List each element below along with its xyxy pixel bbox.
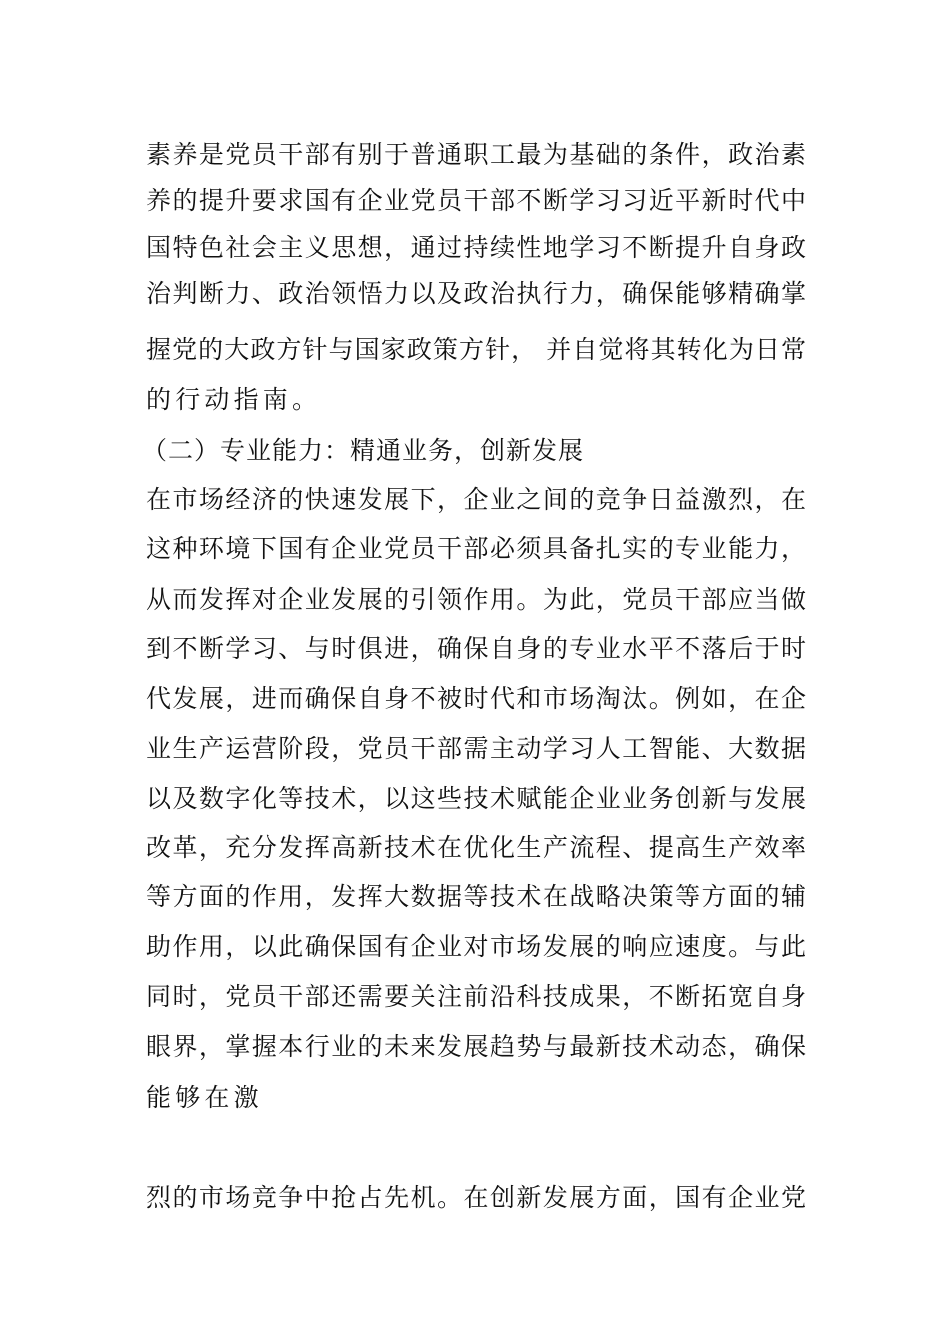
paragraph-line: 在市场经济的快速发展下，企业之间的竞争日益激烈，在: [146, 485, 806, 514]
paragraph-line: 助作用，以此确保国有企业对市场发展的响应速度。与此: [146, 932, 806, 961]
paragraph-line: 的行动指南。: [146, 385, 322, 414]
paragraph-line: 改革，充分发挥高新技术在优化生产流程、提高生产效率: [146, 833, 806, 862]
paragraph-line: 国特色社会主义思想，通过持续性地学习不断提升自身政: [146, 233, 806, 262]
paragraph-line: 代发展，进而确保自身不被时代和市场淘汰。例如，在企: [146, 684, 806, 713]
paragraph-line: 这种环境下国有企业党员干部必须具备扎实的专业能力，: [146, 534, 806, 563]
paragraph-line: 眼界，掌握本行业的未来发展趋势与最新技术动态，确保: [146, 1032, 806, 1061]
paragraph-line: 握党的大政方针与国家政策方针， 并自觉将其转化为日常: [146, 335, 806, 364]
paragraph-line: 等方面的作用，发挥大数据等技术在战略决策等方面的辅: [146, 882, 806, 911]
paragraph-line: 同时，党员干部还需要关注前沿科技成果，不断拓宽自身: [146, 982, 806, 1011]
paragraph-line: 养的提升要求国有企业党员干部不断学习习近平新时代中: [146, 186, 806, 215]
paragraph-line: 业生产运营阶段，党员干部需主动学习人工智能、大数据: [146, 734, 806, 763]
paragraph-line: 从而发挥对企业发展的引领作用。为此，党员干部应当做: [146, 585, 806, 614]
paragraph-line: 素养是党员干部有别于普通职工最为基础的条件，政治素: [146, 140, 806, 169]
paragraph-line: 治判断力、政治领悟力以及政治执行力，确保能够精确掌: [146, 279, 806, 308]
paragraph-line: 烈的市场竞争中抢占先机。在创新发展方面，国有企业党: [146, 1183, 806, 1212]
paragraph-line: 以及数字化等技术，以这些技术赋能企业业务创新与发展: [146, 784, 806, 813]
paragraph-line: 到不断学习、与时俱进，确保自身的专业水平不落后于时: [146, 634, 806, 663]
paragraph-line: 能够在激: [146, 1083, 263, 1112]
section-heading: （二）专业能力：精通业务，创新发展: [142, 436, 585, 465]
